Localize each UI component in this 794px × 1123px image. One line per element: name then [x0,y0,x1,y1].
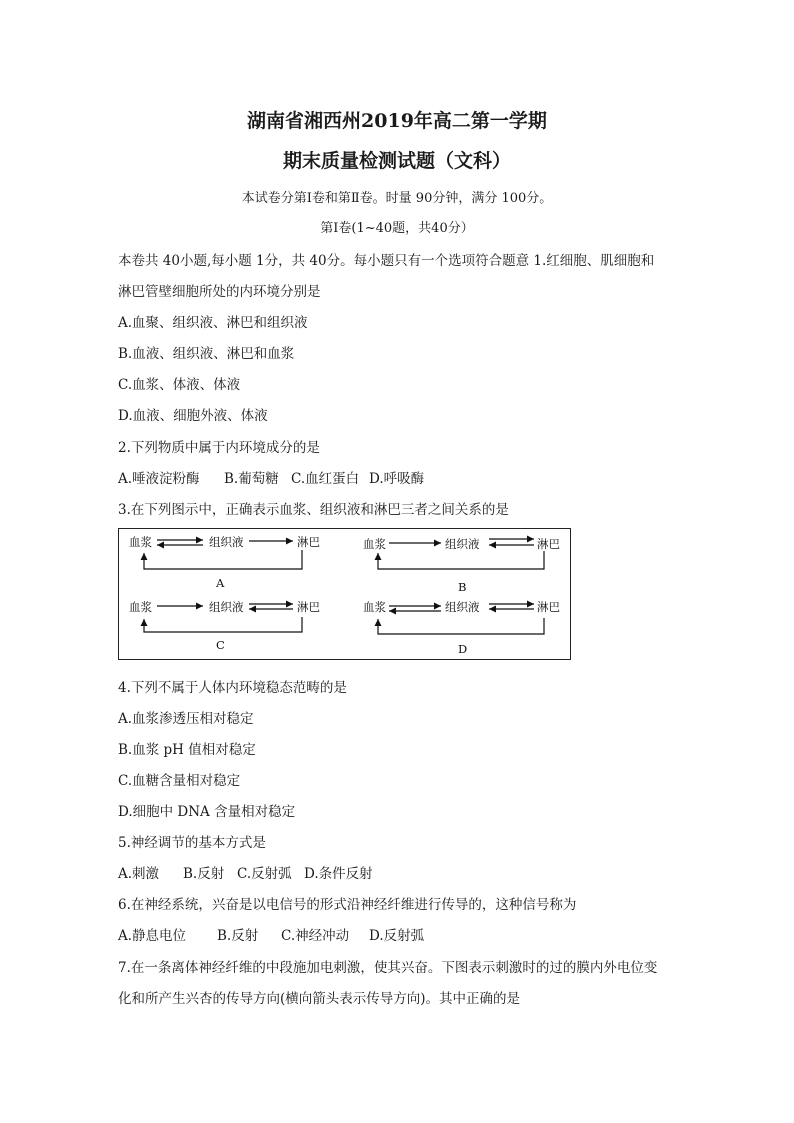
diagram-a-lymph-label: 淋巴 [297,535,320,549]
q7-stem-line-1: 7.在一条离体神经纤维的中段施加电刺激，使其兴奋。下图表示刺激时的过的膜内外电位变 [118,960,658,976]
section-heading: 第Ⅰ卷(1~40题，共40分） [320,221,474,236]
q1-option-d: D.血液、细胞外液、体液 [118,408,268,424]
q5-stem: 5.神经调节的基本方式是 [118,835,266,851]
q6-stem: 6.在神经系统，兴奋是以电信号的形式沿神经纤维进行传导的，这种信号称为 [118,897,577,913]
q4-option-a: A.血浆渗透压相对稳定 [118,711,254,727]
q6-option-a: A.静息电位 [118,928,187,944]
page-title-line-1: 湖南省湘西州2019年高二第一学期 [247,110,547,132]
diagram-c-plasma-label: 血浆 [129,600,152,614]
diagram-b-tissue-fluid-label: 组织液 [445,537,480,551]
q1-option-b: B.血液、组织液、淋巴和血浆 [118,346,295,362]
diagram-d-tissue-fluid-label: 组织液 [445,600,480,614]
diagram-a-plasma-label: 血浆 [129,535,152,549]
q4-option-c: C.血糖含量相对稳定 [118,773,241,789]
q5-option-c: C.反射弧 [237,866,292,882]
diagram-b-caption: B [458,580,467,594]
diagram-a-caption: A [216,576,225,590]
instructions-line-2: 淋巴管壁细胞所处的内环境分别是 [118,284,321,300]
diagram-c-caption: C [216,638,225,652]
q2-option-c: C.血红蛋白 [291,471,360,487]
diagram-d-lymph-label: 淋巴 [537,600,560,614]
q6-option-d: D.反射弧 [369,928,425,944]
exam-intro: 本试卷分第Ⅰ卷和第Ⅱ卷。时量 90分钟，满分 100分。 [241,191,553,206]
q3-diagram-figure [118,528,571,660]
q2-option-d: D.呼吸酶 [369,471,425,487]
q6-option-c: C.神经冲动 [281,928,350,944]
q2-option-b: B.葡萄糖 [224,471,279,487]
diagram-c-tissue-fluid-label: 组织液 [209,600,244,614]
diagram-b-plasma-label: 血浆 [363,537,386,551]
diagram-d-plasma-label: 血浆 [363,600,386,614]
q4-stem: 4.下列不属于人体内环境稳态范畴的是 [118,680,347,696]
q5-option-a: A.刺激 [118,866,160,882]
q3-stem: 3.在下列图示中，正确表示血浆、组织液和淋巴三者之间关系的是 [118,502,509,518]
q2-option-a: A.唾液淀粉酶 [118,471,200,487]
q5-option-d: D.条件反射 [304,866,373,882]
diagram-c-lymph-label: 淋巴 [297,600,320,614]
page-title-line-2: 期末质量检测试题（文科） [282,150,511,172]
q6-option-b: B.反射 [217,928,259,944]
q3-diagram-svg [119,529,572,661]
q1-option-a: A.血聚、组织液、淋巴和组织液 [118,315,308,331]
q2-stem: 2.下列物质中属于内环境成分的是 [118,440,320,456]
q7-stem-line-2: 化和所产生兴杏的传导方向(横向箭头表示传导方向)。其中正确的是 [118,991,521,1007]
diagram-b-lymph-label: 淋巴 [537,537,560,551]
q4-option-d: D.细胞中 DNA 含量相对稳定 [118,804,296,820]
q1-option-c: C.血浆、体液、体液 [118,377,241,393]
diagram-a-tissue-fluid-label: 组织液 [209,535,244,549]
diagram-d-caption: D [458,642,468,656]
q5-option-b: B.反射 [183,866,225,882]
q4-option-b: B.血浆 pH 值相对稳定 [118,742,256,758]
instructions-line-1: 本卷共 40小题,每小题 1分，共 40分。每小题只有一个选项符合题意 1.红细胞、肌细胞和 [118,253,655,269]
